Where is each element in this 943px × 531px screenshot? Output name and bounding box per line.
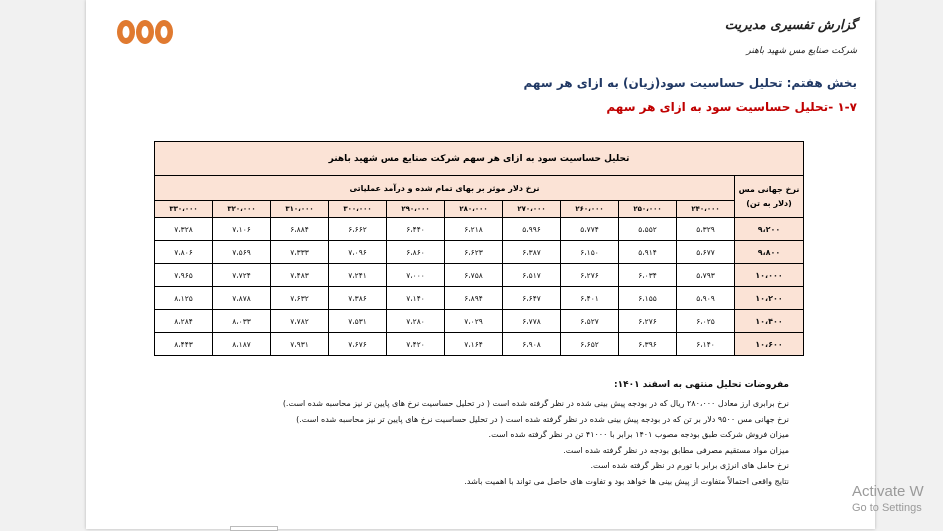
eps-cell: ۶،۷۵۸: [445, 264, 503, 287]
activate-windows-text: Activate W: [852, 483, 924, 500]
eps-cell: ۶،۳۸۷: [503, 241, 561, 264]
eps-cell: ۵،۵۵۲: [619, 218, 677, 241]
eps-cell: ۸،۲۸۴: [155, 310, 213, 333]
eps-cell: ۷،۰۰۰: [387, 264, 445, 287]
copper-price-cell: ۱۰،۲۰۰: [735, 287, 804, 310]
table-title: تحلیل حساسیت سود به ازای هر سهم شرکت صنایع مس شهید باهنر: [155, 142, 804, 176]
eps-cell: ۷،۹۶۵: [155, 264, 213, 287]
eps-cell: ۷،۴۸۳: [271, 264, 329, 287]
assumption-line: نرخ جهانی مس ۹۵۰۰ دلار بر تن که در بودجه پیش بینی شده در نظر گرفته شده است ( در تحلیل حساسیت نرخ های پایین تر نیز محاسبه شده است.): [296, 414, 789, 424]
company-logo: [116, 18, 174, 46]
go-to-settings-text: Go to Settings: [852, 502, 922, 514]
eps-cell: ۶،۱۵۵: [619, 287, 677, 310]
eps-cell: ۶،۲۷۶: [561, 264, 619, 287]
copper-price-header-label: نرخ جهانی مس: [738, 184, 800, 194]
table-row: [155, 333, 804, 356]
table-row: [155, 218, 804, 241]
copper-price-header-unit: (دلار به تن): [746, 198, 792, 208]
eps-cell: ۵،۳۲۹: [677, 218, 735, 241]
eps-cell: ۷،۳۸۶: [329, 287, 387, 310]
eps-cell: ۷،۴۲۰: [387, 333, 445, 356]
dollar-rate-header: ۲۷۰،۰۰۰: [503, 201, 561, 218]
eps-cell: ۵،۹۹۶: [503, 218, 561, 241]
eps-cell: ۶،۲۱۸: [445, 218, 503, 241]
sensitivity-table-wrapper: [154, 141, 804, 356]
copper-price-cell: ۱۰،۴۰۰: [735, 310, 804, 333]
vertical-scrollbar[interactable]: [935, 0, 943, 529]
eps-cell: ۶،۶۶۲: [329, 218, 387, 241]
assumption-line: نتایج واقعی احتمالاً متفاوت از پیش بینی ها خواهد بود و تفاوت های حاصل می تواند با اهمیت باشد.: [464, 476, 789, 486]
eps-cell: ۷،۵۳۱: [329, 310, 387, 333]
eps-cell: ۷،۲۸۰: [387, 310, 445, 333]
dollar-rate-header: ۳۰۰،۰۰۰: [329, 201, 387, 218]
dollar-rate-header-row: [155, 201, 804, 218]
assumptions-block: [189, 380, 789, 489]
dollar-rate-header: ۳۲۰،۰۰۰: [213, 201, 271, 218]
table-row: [155, 287, 804, 310]
eps-cell: ۶،۴۰۱: [561, 287, 619, 310]
eps-cell: ۸،۱۲۵: [155, 287, 213, 310]
eps-cell: ۶،۱۴۰: [677, 333, 735, 356]
brand-company: شرکت صنایع مس شهید باهنر: [746, 46, 857, 56]
eps-cell: ۸،۱۸۷: [213, 333, 271, 356]
eps-cell: ۷،۰۲۹: [445, 310, 503, 333]
section-heading: بخش هفتم: تحلیل حساسیت سود(زیان) به ازای هر سهم: [523, 76, 857, 90]
eps-cell: ۶،۸۶۰: [387, 241, 445, 264]
eps-cell: ۷،۷۲۴: [213, 264, 271, 287]
copper-price-cell: ۱۰،۰۰۰: [735, 264, 804, 287]
eps-cell: ۷،۰۹۶: [329, 241, 387, 264]
eps-cell: ۶،۶۴۷: [503, 287, 561, 310]
eps-cell: ۶،۵۲۷: [561, 310, 619, 333]
eps-cell: ۸،۰۳۳: [213, 310, 271, 333]
copper-price-cell: ۹،۸۰۰: [735, 241, 804, 264]
eps-cell: ۷،۱۴۰: [387, 287, 445, 310]
eps-cell: ۶،۸۸۴: [271, 218, 329, 241]
eps-cell: ۶،۱۵۰: [561, 241, 619, 264]
eps-cell: ۶،۸۹۴: [445, 287, 503, 310]
assumption-line: نرخ حامل های انرژی برابر با تورم در نظر گرفته شده است.: [590, 461, 789, 470]
eps-cell: ۷،۹۳۱: [271, 333, 329, 356]
eps-cell: ۶،۰۳۴: [619, 264, 677, 287]
eps-cell: ۷،۱۶۴: [445, 333, 503, 356]
eps-cell: ۵،۹۰۹: [677, 287, 735, 310]
assumption-line: نرخ برابری ارز معادل ۲۸۰،۰۰۰ ریال که در بودجه پیش بینی شده در نظر گرفته شده است ( در تحلیل حساسیت نرخ های پایین تر نیز محاسبه شده است.): [282, 399, 789, 408]
sensitivity-table: [154, 141, 804, 356]
eps-cell: ۷،۸۰۶: [155, 241, 213, 264]
eps-cell: ۷،۵۶۹: [213, 241, 271, 264]
eps-cell: ۶،۶۲۳: [445, 241, 503, 264]
copper-price-header: [735, 176, 804, 218]
eps-cell: ۶،۵۱۷: [503, 264, 561, 287]
assumption-line: میزان فروش شرکت طبق بودجه مصوب ۱۴۰۱ برابر با ۴۱۰۰۰ تن در نظر گرفته شده است.: [488, 430, 789, 439]
assumptions-title: مفروضات تحلیل منتهی به اسفند ۱۴۰۱:: [614, 380, 789, 390]
eps-cell: ۷،۱۰۶: [213, 218, 271, 241]
dollar-rate-header: ۲۸۰،۰۰۰: [445, 201, 503, 218]
table-row: [155, 241, 804, 264]
eps-cell: ۵،۹۱۴: [619, 241, 677, 264]
eps-cell: ۷،۶۷۶: [329, 333, 387, 356]
eps-cell: ۷،۲۴۱: [329, 264, 387, 287]
copper-price-cell: ۱۰،۶۰۰: [735, 333, 804, 356]
table-row: [155, 310, 804, 333]
dollar-rate-header: ۳۱۰،۰۰۰: [271, 201, 329, 218]
eps-cell: ۶،۲۷۶: [619, 310, 677, 333]
eps-cell: ۵،۶۷۷: [677, 241, 735, 264]
dollar-rate-header: ۲۶۰،۰۰۰: [561, 201, 619, 218]
eps-cell: ۶،۹۰۸: [503, 333, 561, 356]
eps-cell: ۶،۴۴۰: [387, 218, 445, 241]
dollar-rate-header: ۲۹۰،۰۰۰: [387, 201, 445, 218]
dollar-rate-group-header: نرخ دلار موثر بر بهای تمام شده و درآمد عملیاتی: [155, 176, 735, 201]
eps-cell: ۷،۷۸۲: [271, 310, 329, 333]
table-row: [155, 264, 804, 287]
copper-price-cell: ۹،۲۰۰: [735, 218, 804, 241]
dollar-rate-header: ۳۳۰،۰۰۰: [155, 201, 213, 218]
eps-cell: ۷،۸۷۸: [213, 287, 271, 310]
eps-cell: ۸،۴۴۳: [155, 333, 213, 356]
eps-cell: ۶،۳۹۶: [619, 333, 677, 356]
activate-windows-watermark: [852, 483, 924, 514]
eps-cell: ۵،۷۷۴: [561, 218, 619, 241]
report-brand: [724, 18, 857, 56]
subsection-heading: ۱-۷ -تحلیل حساسیت سود به ازای هر سهم: [606, 100, 857, 114]
document-page: [86, 0, 875, 529]
eps-cell: ۶،۶۵۲: [561, 333, 619, 356]
eps-cell: ۷،۳۳۳: [271, 241, 329, 264]
dollar-rate-header: ۲۴۰،۰۰۰: [677, 201, 735, 218]
assumption-line: میزان مواد مستقیم مصرفی مطابق بودجه در نظر گرفته شده است.: [563, 445, 789, 455]
dollar-rate-header: ۲۵۰،۰۰۰: [619, 201, 677, 218]
eps-cell: ۷،۳۲۸: [155, 218, 213, 241]
eps-cell: ۵،۷۹۳: [677, 264, 735, 287]
eps-cell: ۶،۷۷۸: [503, 310, 561, 333]
eps-cell: ۷،۶۳۲: [271, 287, 329, 310]
brand-title: گزارش تفسیری مدیریت: [724, 18, 857, 33]
eps-cell: ۶،۰۲۵: [677, 310, 735, 333]
